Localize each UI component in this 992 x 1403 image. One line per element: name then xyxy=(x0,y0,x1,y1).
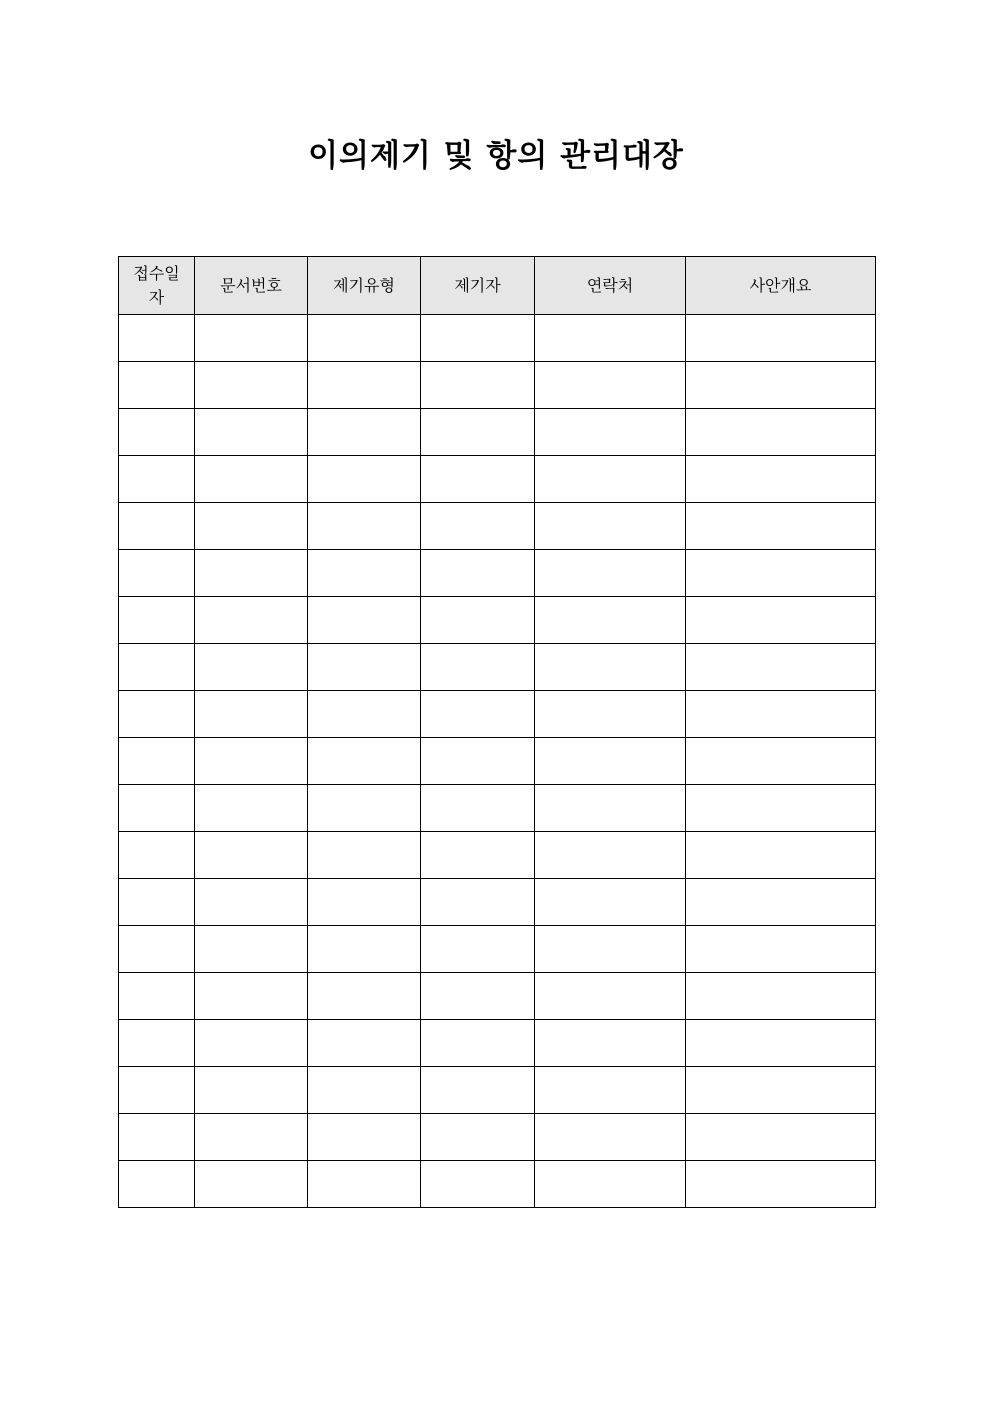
table-cell[interactable] xyxy=(535,879,686,926)
table-cell[interactable] xyxy=(308,738,421,785)
table-cell[interactable] xyxy=(119,691,195,738)
table-cell[interactable] xyxy=(421,973,535,1020)
table-cell[interactable] xyxy=(421,409,535,456)
table-cell[interactable] xyxy=(308,456,421,503)
table-cell[interactable] xyxy=(421,597,535,644)
table-row xyxy=(119,1114,876,1161)
table-cell[interactable] xyxy=(119,409,195,456)
table-cell[interactable] xyxy=(119,926,195,973)
table-cell[interactable] xyxy=(195,1020,308,1067)
table-cell[interactable] xyxy=(119,1114,195,1161)
table-row xyxy=(119,1067,876,1114)
header-receipt-date xyxy=(119,257,195,315)
table-cell[interactable] xyxy=(421,785,535,832)
table-cell[interactable] xyxy=(119,973,195,1020)
table-cell[interactable] xyxy=(308,644,421,691)
table-cell[interactable] xyxy=(686,1067,876,1114)
table-cell[interactable] xyxy=(195,832,308,879)
header-receipt-date-label: 접수일자 xyxy=(133,263,180,307)
table-row xyxy=(119,362,876,409)
table-cell[interactable] xyxy=(686,362,876,409)
table-row xyxy=(119,456,876,503)
header-submitter: 제기자 xyxy=(421,257,535,315)
table-cell[interactable] xyxy=(308,503,421,550)
table-row xyxy=(119,1020,876,1067)
header-objection-type: 제기유형 xyxy=(308,257,421,315)
table-cell[interactable] xyxy=(119,1067,195,1114)
table-cell[interactable] xyxy=(686,691,876,738)
table-cell[interactable] xyxy=(119,503,195,550)
table-cell[interactable] xyxy=(308,973,421,1020)
table-cell[interactable] xyxy=(421,550,535,597)
table-row xyxy=(119,785,876,832)
table-cell[interactable] xyxy=(535,503,686,550)
table-cell[interactable] xyxy=(535,597,686,644)
header-case-summary: 사안개요 xyxy=(686,257,876,315)
table-cell[interactable] xyxy=(421,738,535,785)
table-cell[interactable] xyxy=(535,362,686,409)
table-cell[interactable] xyxy=(421,832,535,879)
table-cell[interactable] xyxy=(195,597,308,644)
table-cell[interactable] xyxy=(195,691,308,738)
table-cell[interactable] xyxy=(195,1161,308,1208)
table-cell[interactable] xyxy=(308,409,421,456)
table-cell[interactable] xyxy=(421,1114,535,1161)
table-cell[interactable] xyxy=(119,456,195,503)
table-cell[interactable] xyxy=(119,1161,195,1208)
table-cell[interactable] xyxy=(195,926,308,973)
table-cell[interactable] xyxy=(308,1067,421,1114)
table-row xyxy=(119,550,876,597)
table-cell[interactable] xyxy=(421,315,535,362)
table-cell[interactable] xyxy=(421,879,535,926)
table-cell[interactable] xyxy=(308,597,421,644)
table-cell[interactable] xyxy=(308,691,421,738)
table-cell[interactable] xyxy=(535,738,686,785)
table-cell[interactable] xyxy=(686,550,876,597)
table-cell[interactable] xyxy=(686,503,876,550)
table-cell[interactable] xyxy=(195,315,308,362)
table-cell[interactable] xyxy=(195,644,308,691)
table-cell[interactable] xyxy=(119,597,195,644)
header-contact: 연락처 xyxy=(535,257,686,315)
table-cell[interactable] xyxy=(119,1020,195,1067)
table-cell[interactable] xyxy=(535,926,686,973)
table-cell[interactable] xyxy=(535,1161,686,1208)
table-cell[interactable] xyxy=(421,362,535,409)
table-cell[interactable] xyxy=(195,409,308,456)
document-title: 이의제기 및 항의 관리대장 xyxy=(308,138,684,174)
table-cell[interactable] xyxy=(119,785,195,832)
table-row xyxy=(119,691,876,738)
table-cell[interactable] xyxy=(686,1161,876,1208)
table-cell[interactable] xyxy=(535,456,686,503)
table-cell[interactable] xyxy=(119,644,195,691)
table-cell[interactable] xyxy=(421,503,535,550)
table-cell[interactable] xyxy=(195,550,308,597)
table-cell[interactable] xyxy=(195,879,308,926)
table-cell[interactable] xyxy=(195,785,308,832)
table-row xyxy=(119,879,876,926)
table-cell[interactable] xyxy=(308,1020,421,1067)
table-cell[interactable] xyxy=(119,879,195,926)
table-row xyxy=(119,644,876,691)
table-cell[interactable] xyxy=(119,832,195,879)
table-cell[interactable] xyxy=(686,1020,876,1067)
table-cell[interactable] xyxy=(195,456,308,503)
table-cell[interactable] xyxy=(119,738,195,785)
table-cell[interactable] xyxy=(195,1067,308,1114)
table-cell[interactable] xyxy=(195,1114,308,1161)
table-cell[interactable] xyxy=(686,315,876,362)
table-cell[interactable] xyxy=(686,409,876,456)
table-cell[interactable] xyxy=(535,550,686,597)
table-cell[interactable] xyxy=(535,691,686,738)
table-cell[interactable] xyxy=(421,691,535,738)
table-cell[interactable] xyxy=(119,362,195,409)
table-row xyxy=(119,315,876,362)
table-cell[interactable] xyxy=(686,1114,876,1161)
table-cell[interactable] xyxy=(686,785,876,832)
table-row xyxy=(119,1161,876,1208)
table-cell[interactable] xyxy=(686,644,876,691)
table-cell[interactable] xyxy=(421,1020,535,1067)
table-cell[interactable] xyxy=(308,785,421,832)
objection-register-table xyxy=(118,256,876,1208)
table-cell[interactable] xyxy=(308,1161,421,1208)
table-cell[interactable] xyxy=(195,503,308,550)
table-cell[interactable] xyxy=(308,550,421,597)
table-cell[interactable] xyxy=(535,409,686,456)
table-cell[interactable] xyxy=(535,973,686,1020)
table-cell[interactable] xyxy=(195,973,308,1020)
table-row xyxy=(119,597,876,644)
table-cell[interactable] xyxy=(421,456,535,503)
table-row xyxy=(119,503,876,550)
table-row xyxy=(119,738,876,785)
table-cell[interactable] xyxy=(308,926,421,973)
table-cell[interactable] xyxy=(195,738,308,785)
table-cell[interactable] xyxy=(535,1067,686,1114)
table-cell[interactable] xyxy=(535,832,686,879)
table-row xyxy=(119,973,876,1020)
table-cell[interactable] xyxy=(686,456,876,503)
table-cell[interactable] xyxy=(421,644,535,691)
table-cell[interactable] xyxy=(308,315,421,362)
table-cell[interactable] xyxy=(686,926,876,973)
table-cell[interactable] xyxy=(535,785,686,832)
table-cell[interactable] xyxy=(686,879,876,926)
table-cell[interactable] xyxy=(308,362,421,409)
table-body xyxy=(119,315,876,1208)
table-cell[interactable] xyxy=(535,1114,686,1161)
header-document-number: 문서번호 xyxy=(195,257,308,315)
table-cell[interactable] xyxy=(308,832,421,879)
table-cell[interactable] xyxy=(686,973,876,1020)
table-cell[interactable] xyxy=(308,879,421,926)
table-cell[interactable] xyxy=(535,644,686,691)
table-cell[interactable] xyxy=(686,738,876,785)
table-cell[interactable] xyxy=(195,362,308,409)
table-row xyxy=(119,409,876,456)
table-cell[interactable] xyxy=(421,1067,535,1114)
table-cell[interactable] xyxy=(119,315,195,362)
table-cell[interactable] xyxy=(421,1161,535,1208)
table-cell[interactable] xyxy=(421,926,535,973)
table-row xyxy=(119,832,876,879)
table-cell[interactable] xyxy=(686,832,876,879)
table-cell[interactable] xyxy=(686,597,876,644)
table-cell[interactable] xyxy=(535,315,686,362)
table-row xyxy=(119,926,876,973)
table-cell[interactable] xyxy=(535,1020,686,1067)
table-cell[interactable] xyxy=(119,550,195,597)
table-cell[interactable] xyxy=(308,1114,421,1161)
header-row xyxy=(119,257,876,315)
